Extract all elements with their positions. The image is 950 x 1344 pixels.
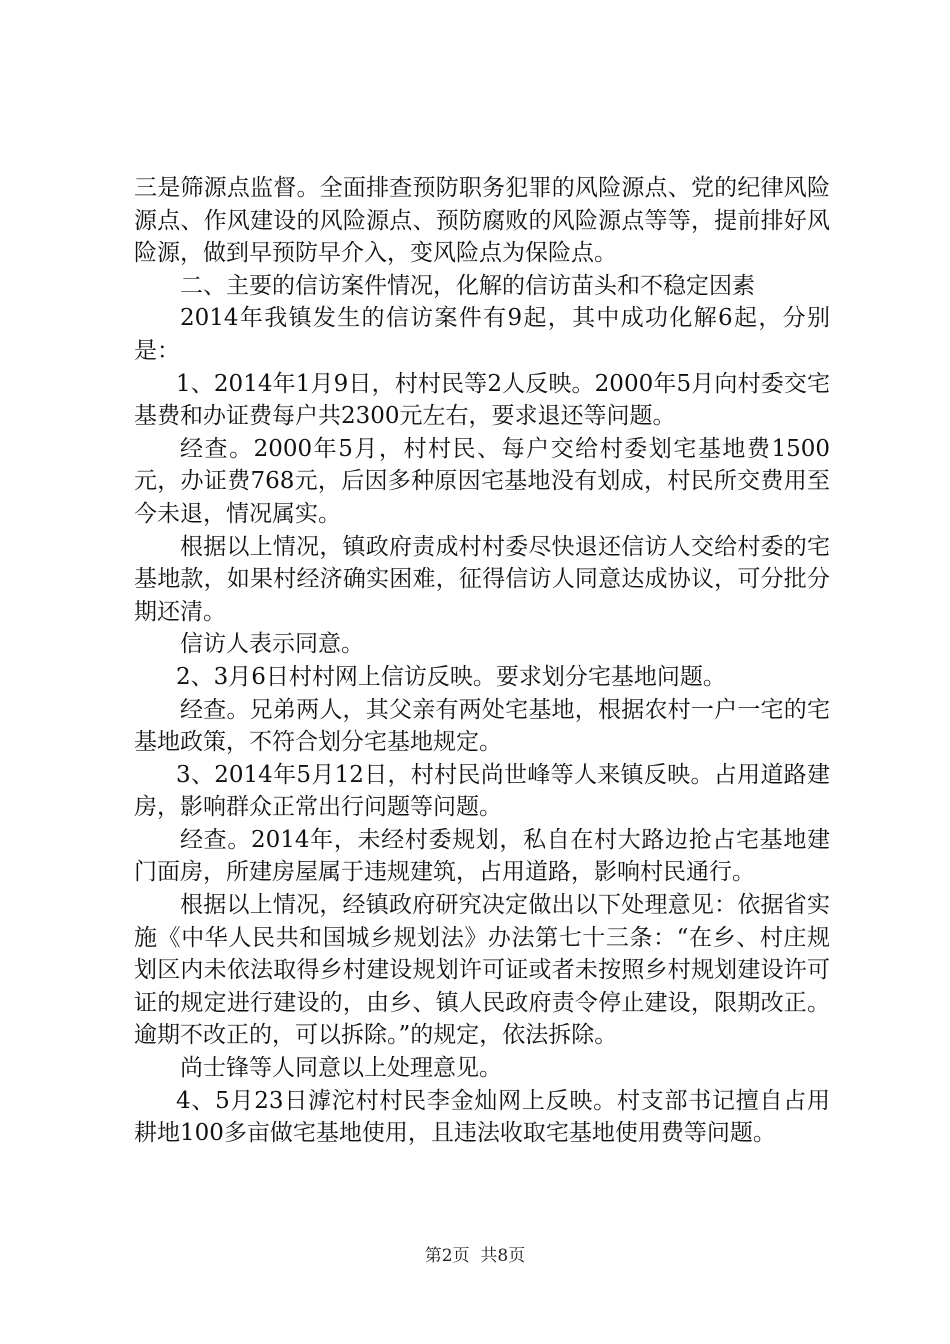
paragraph-case-1-resolution: 根据以上情况，镇政府责成村村委尽快退还信访人交给村委的宅基地款，如果村经济确实困难，征得信访人同意达成协议，可分批分期还清。 xyxy=(134,533,830,625)
paragraph-case-summary: 2014年我镇发生的信访案件有9起，其中成功化解6起，分别是： xyxy=(134,305,830,364)
paragraph-case-1: 1、2014年1月9日，村村民等2人反映。2000年5月向村委交宅基费和办证费每户共2300元左右，要求退还等问题。 xyxy=(134,370,830,430)
paragraph-case-3-investigation: 经查。2014年，未经村委规划，私自在村大路边抢占宅基地建门面房，所建房屋属于违规建筑，占用道路，影响村民通行。 xyxy=(134,826,830,886)
section-heading-petition-cases: 二、主要的信访案件情况，化解的信访苗头和不稳定因素 xyxy=(180,272,755,299)
page-footer xyxy=(0,1245,950,1267)
paragraph-case-4: 4、5月23日滹沱村村民李金灿网上反映。村支部书记擅自占用耕地100多亩做宅基地使用，且违法收取宅基地使用费等问题。 xyxy=(134,1087,830,1147)
paragraph-case-1-agreement: 信访人表示同意。 xyxy=(180,631,364,658)
page-number-label: 第2页 共8页 xyxy=(424,1246,526,1266)
paragraph-case-3: 3、2014年5月12日，村村民尚世峰等人来镇反映。占用道路建房，影响群众正常出行问题等问题。 xyxy=(134,761,830,821)
document-body xyxy=(134,172,830,1150)
paragraph-case-3-resolution: 根据以上情况，经镇政府研究决定做出以下处理意见：依据省实施《中华人民共和国城乡规划法》办法第七十三条：“在乡、村庄规划区内未依法取得乡村建设规划许可证或者未按照乡村规划建设许可证的规定进行建设的，由乡、镇人民政府责令停止建设，限期改正。逾期不改正的，可以拆除。”的规定，依法拆除。 xyxy=(134,892,830,1049)
paragraph-risk-supervision: 三是筛源点监督。全面排查预防职务犯罪的风险源点、党的纪律风险源点、作风建设的风险源点、预防腐败的风险源点等等，提前排好风险源，做到早预防早介入，变风险点为保险点。 xyxy=(134,175,830,267)
paragraph-case-1-investigation: 经查。2000年5月，村村民、每户交给村委划宅基地费1500元，办证费768元，后因多种原因宅基地没有划成，村民所交费用至今未退，情况属实。 xyxy=(134,435,830,527)
paragraph-case-2-investigation: 经查。兄弟两人，其父亲有两处宅基地，根据农村一户一宅的宅基地政策，不符合划分宅基地规定。 xyxy=(134,696,830,756)
paragraph-case-2: 2、3月6日村村网上信访反映。要求划分宅基地问题。 xyxy=(176,663,726,690)
paragraph-case-3-agreement: 尚士锋等人同意以上处理意见。 xyxy=(180,1055,502,1082)
